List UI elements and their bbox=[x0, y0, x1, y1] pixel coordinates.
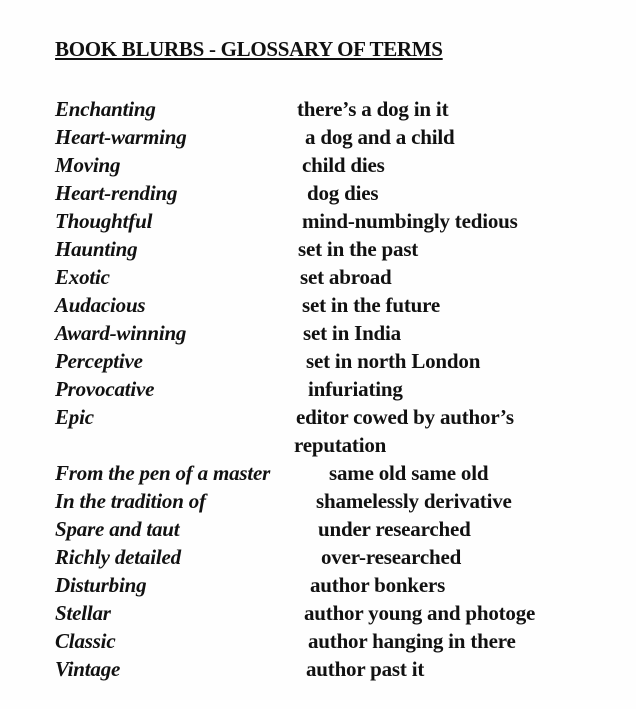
glossary-meaning: author young and photoge bbox=[304, 601, 536, 625]
glossary-term: Haunting bbox=[55, 237, 138, 261]
glossary-meaning: author hanging in there bbox=[308, 629, 516, 653]
glossary-meaning-continued: reputation bbox=[294, 433, 387, 457]
glossary-meaning: there’s a dog in it bbox=[297, 97, 449, 121]
glossary-term: Richly detailed bbox=[55, 545, 181, 569]
glossary-meaning: author bonkers bbox=[310, 573, 446, 597]
glossary-term: Heart-rending bbox=[55, 181, 178, 205]
glossary-term: Heart-warming bbox=[55, 125, 187, 149]
glossary-term: Award-winning bbox=[55, 321, 187, 345]
glossary-term: Exotic bbox=[55, 265, 110, 289]
glossary-term: Enchanting bbox=[55, 97, 156, 121]
glossary-term: Thoughtful bbox=[55, 209, 153, 233]
glossary-term: Provocative bbox=[55, 377, 155, 401]
page-title: BOOK BLURBS - GLOSSARY OF TERMS bbox=[55, 37, 443, 61]
glossary-meaning: mind-numbingly tedious bbox=[302, 209, 518, 233]
glossary-meaning: a dog and a child bbox=[305, 125, 455, 149]
glossary-term: In the tradition of bbox=[55, 489, 206, 513]
glossary-term: Spare and taut bbox=[55, 517, 180, 541]
glossary-meaning: child dies bbox=[302, 153, 385, 177]
glossary-meaning: author past it bbox=[306, 657, 425, 681]
glossary-term: Audacious bbox=[55, 293, 146, 317]
glossary-term: From the pen of a master bbox=[55, 461, 271, 485]
glossary-meaning: set in the future bbox=[302, 293, 440, 317]
glossary-term: Perceptive bbox=[55, 349, 143, 373]
glossary-term: Classic bbox=[55, 629, 116, 653]
glossary-meaning: set abroad bbox=[300, 265, 392, 289]
glossary-meaning: set in India bbox=[303, 321, 401, 345]
glossary-term: Vintage bbox=[55, 657, 121, 681]
glossary-meaning: same old same old bbox=[329, 461, 489, 485]
glossary-term: Epic bbox=[55, 405, 94, 429]
glossary-meaning: under researched bbox=[318, 517, 471, 541]
glossary-meaning: set in the past bbox=[298, 237, 419, 261]
glossary-meaning: infuriating bbox=[308, 377, 403, 401]
glossary-term: Disturbing bbox=[55, 573, 147, 597]
glossary-meaning: dog dies bbox=[307, 181, 379, 205]
glossary-meaning: shamelessly derivative bbox=[316, 489, 512, 513]
glossary-meaning: set in north London bbox=[306, 349, 481, 373]
glossary-term: Moving bbox=[55, 153, 121, 177]
glossary-meaning: over-researched bbox=[321, 545, 462, 569]
glossary-term: Stellar bbox=[55, 601, 111, 625]
glossary-meaning: editor cowed by author’s bbox=[296, 405, 514, 429]
